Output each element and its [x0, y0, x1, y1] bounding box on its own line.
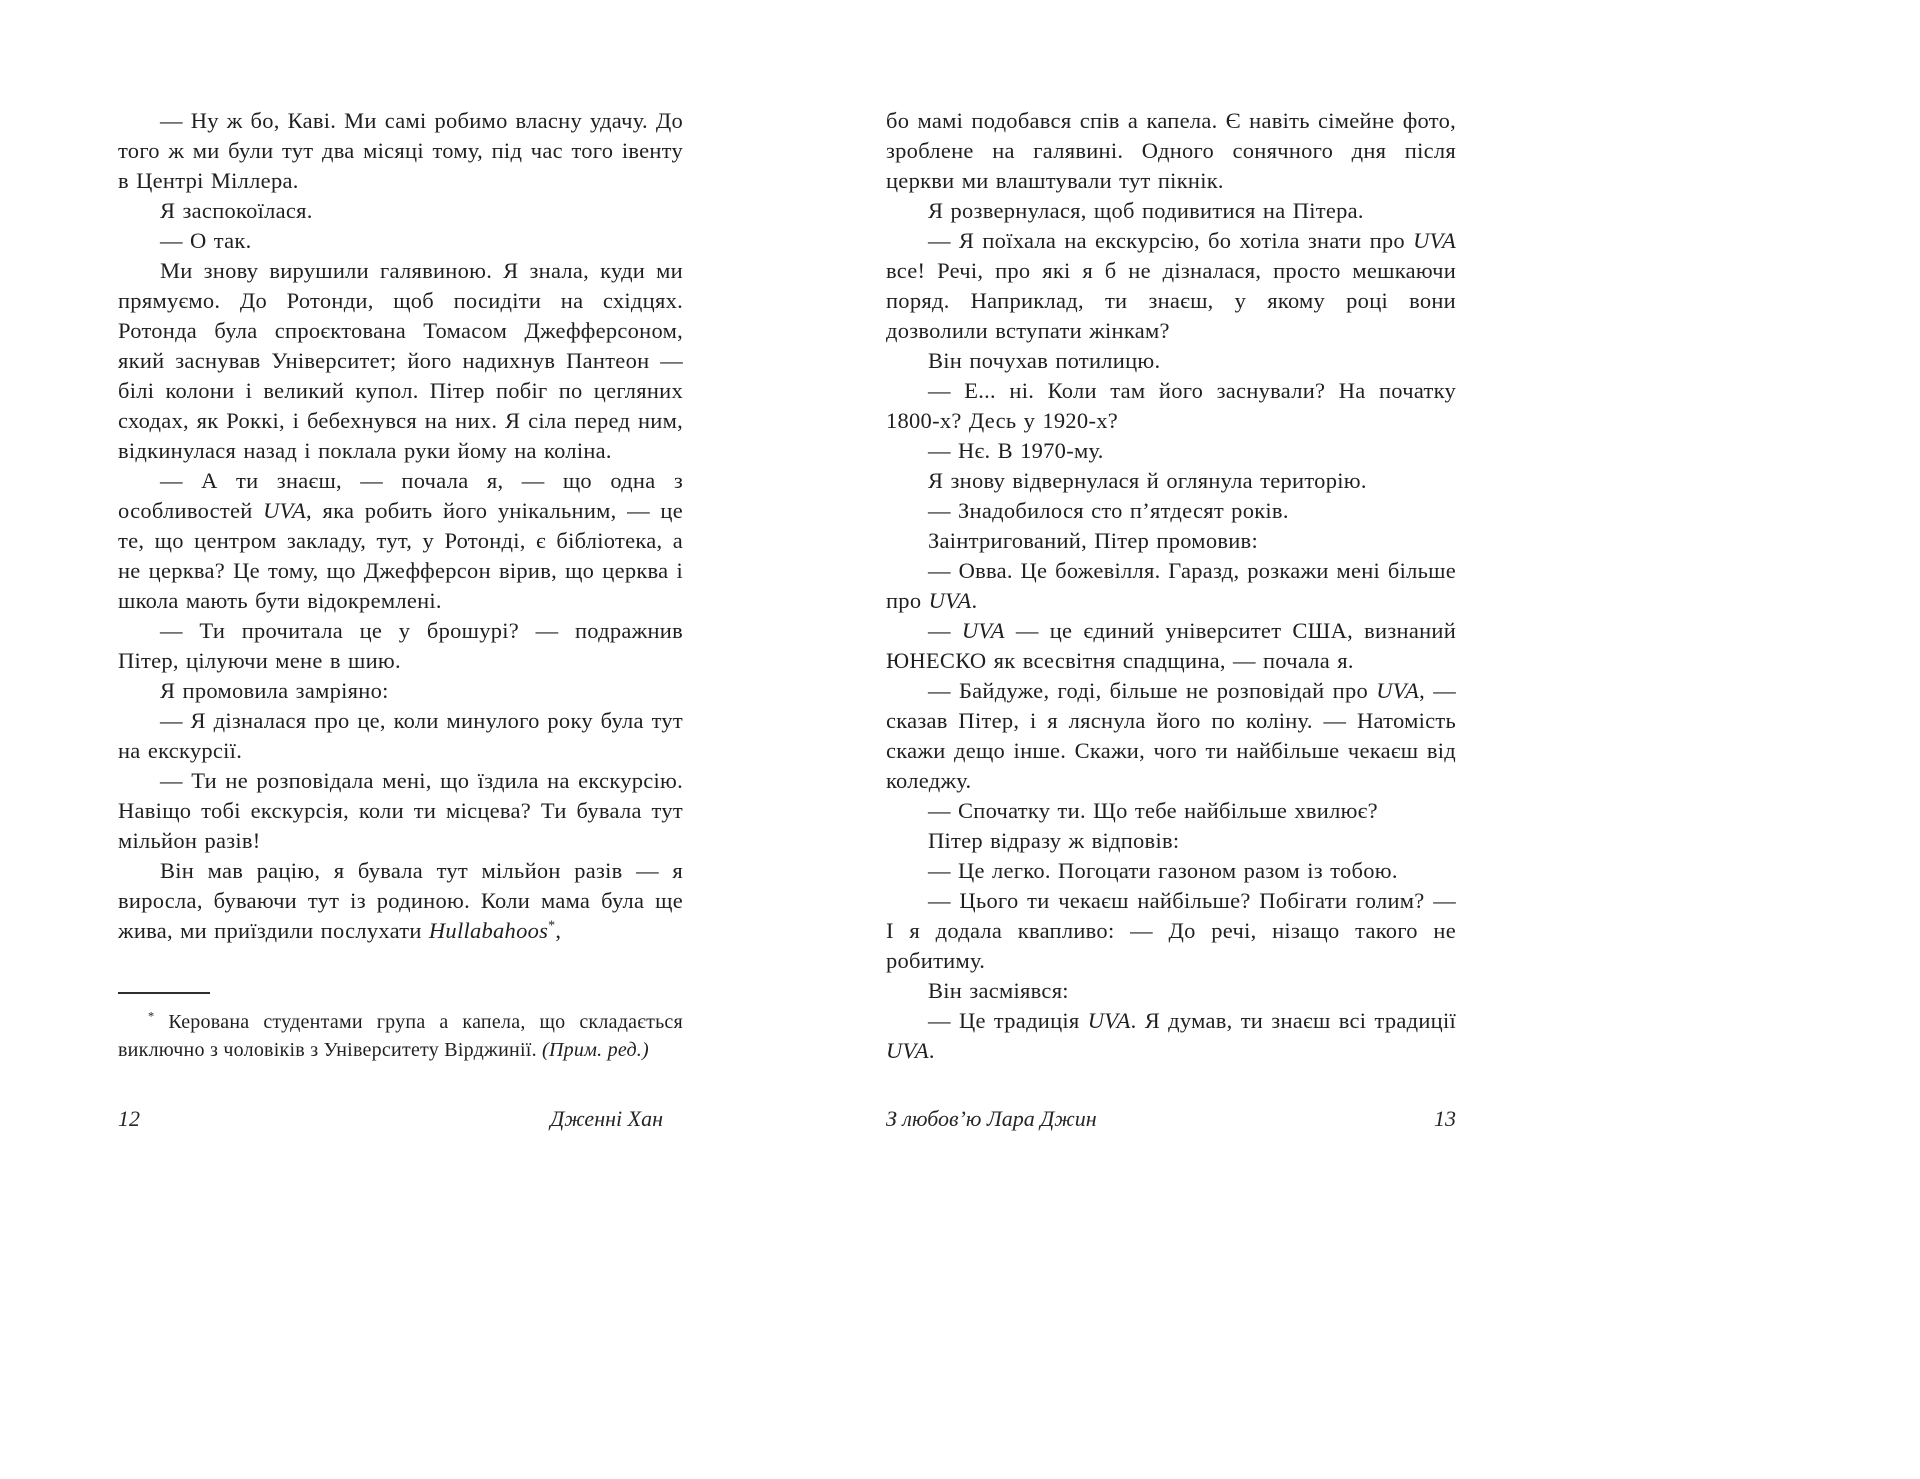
paragraph: Він почухав потилицю.	[928, 348, 1161, 373]
paragraph: — Овва. Це божевілля. Гаразд, розкажи мені більше про UVA.	[886, 558, 1456, 613]
paragraph: — Знадобилося сто п’ятдесят років.	[928, 498, 1289, 523]
paragraph: Він засміявся:	[928, 978, 1069, 1003]
paragraph: — Ти прочитала це у брошурі? — подражнив Пітер, цілуючи мене в шию.	[118, 618, 683, 673]
paragraph: — Спочатку ти. Що тебе найбільше хвилює?	[928, 798, 1378, 823]
paragraph: Я знову відвернулася й оглянула територію.	[928, 468, 1367, 493]
paragraph: — Це легко. Погоцати газоном разом із тобою.	[928, 858, 1398, 883]
paragraph: бо мамі подобався спів а капела. Є навіть сімейне фото, зроблене на галявині. Одного сонячного дня після церкви ми влаштували тут пікнік.	[886, 108, 1456, 193]
paragraph: — Е... ні. Коли там його заснували? На початку 1800-х? Десь у 1920-х?	[886, 378, 1456, 433]
paragraph: Я промовила замріяно:	[160, 678, 389, 703]
paragraph: — Нє. В 1970-му.	[928, 438, 1104, 463]
page-footer-right	[886, 1106, 1456, 1132]
page-number: 13	[1434, 1106, 1456, 1131]
paragraph: — А ти знаєш, — почала я, — що одна з особливостей UVA, яка робить його унікальним, — це те, що центром закладу, тут, у Ротонді, є бібліотека, а не церква? Це тому, що Джефферсон вірив, що церква і школа мають бути відокремлені.	[118, 468, 683, 613]
paragraph: Ми знову вирушили галявиною. Я знала, куди ми прямуємо. До Ротонди, щоб посидіти на східцях. Ротонда була спроєктована Томасом Джефферсоном, який заснував Університет; його надихнув Пантеон — білі колони і великий купол. Пітер побіг по цегляних сходах, як Роккі, і бебехнувся на них. Я сіла перед ним, відкинулася назад і поклала руки йому на коліна.	[118, 258, 683, 463]
paragraph: — Ну ж бо, Каві. Ми самі робимо власну удачу. До того ж ми були тут два місяці тому, під час того івенту в Центрі Міллера.	[118, 108, 683, 193]
footnote-block	[118, 992, 683, 1064]
paragraph: Заінтригований, Пітер промовив:	[928, 528, 1258, 553]
page-right	[886, 106, 1456, 1176]
paragraph: Він мав рацію, я бувала тут мільйон разів — я виросла, буваючи тут із родиною. Коли мама була ще жива, ми приїздили послухати Hullabahoos*,	[118, 858, 683, 943]
page-left	[118, 106, 683, 1176]
paragraph: Я розвернулася, щоб подивитися на Пітера.	[928, 198, 1364, 223]
paragraph: — О так.	[160, 228, 252, 253]
paragraph: Пітер відразу ж відповів:	[928, 828, 1180, 853]
running-title: З любов’ю Лара Джин	[886, 1106, 1097, 1131]
page-footer-left	[118, 1106, 683, 1132]
paragraph: — Я дізналася про це, коли минулого року була тут на екскурсії.	[118, 708, 683, 763]
paragraph: — Ти не розповідала мені, що їздила на екскурсію. Навіщо тобі екскурсія, коли ти місцева? Ти бувала тут мільйон разів!	[118, 768, 683, 853]
paragraph: — Це традиція UVA. Я думав, ти знаєш всі традиції UVA.	[886, 1008, 1456, 1063]
page-right-body	[886, 106, 1456, 1066]
running-title: Дженні Хан	[550, 1106, 663, 1131]
paragraph: — Я поїхала на екскурсію, бо хотіла знати про UVA все! Речі, про які я б не дізналася, просто мешкаючи поряд. Наприклад, ти знаєш, у якому році вони дозволили вступати жінкам?	[886, 228, 1456, 343]
paragraph: — Байдуже, годі, більше не розповідай про UVA, — сказав Пітер, і я ляснула його по коліну. — Натомість скажи дещо інше. Скажи, чого ти найбільше чекаєш від коледжу.	[886, 678, 1456, 793]
footnote-text: * Керована студентами група а капела, що складається виключно з чоловіків з Університету Вірджинії. (Прим. ред.)	[118, 1009, 683, 1061]
footnote-divider	[118, 992, 210, 994]
page-left-body	[118, 106, 683, 946]
paragraph: — UVA — це єдиний університет США, визнаний ЮНЕСКО як всесвітня спадщина, — почала я.	[886, 618, 1457, 673]
page-number: 12	[118, 1106, 140, 1131]
paragraph: Я заспокоїлася.	[160, 198, 313, 223]
paragraph: — Цього ти чекаєш найбільше? Побігати голим? — І я додала квапливо: — До речі, нізащо такого не робитиму.	[886, 888, 1456, 973]
